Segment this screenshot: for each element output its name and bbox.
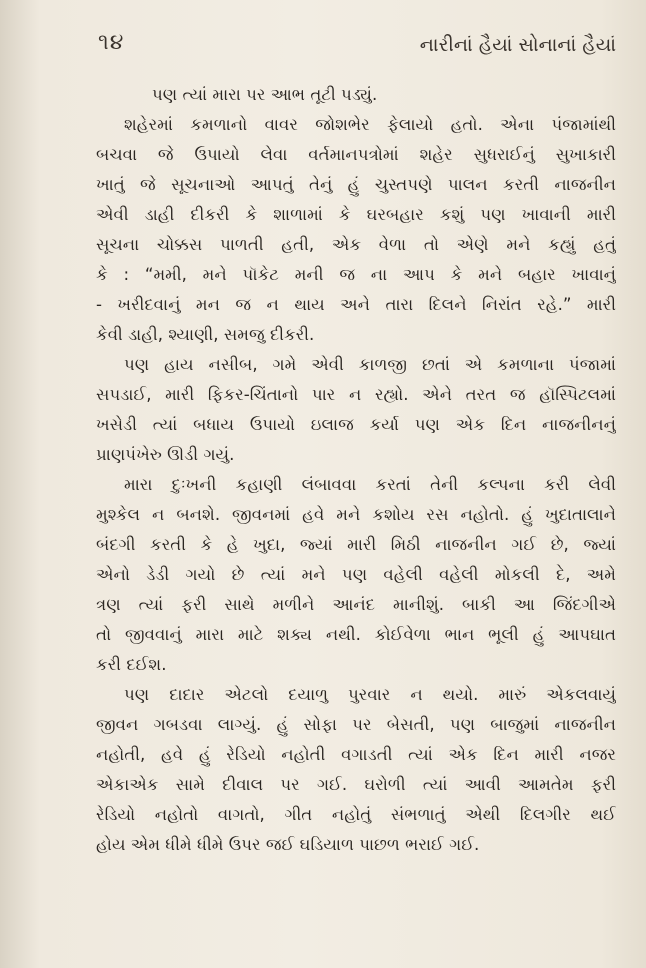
text-line: કે : “મમી, મને પૉકેટ મની જ ના આપ કે મને બહાર ખાવાનું (96, 265, 616, 284)
running-title: નારીનાં હૈયાં સોનાનાં હૈયાં (419, 34, 616, 56)
text-line: સપડાઈ, મારી ફિકર-ચિંતાનો પાર ન રહ્યો. એને તરત જ હૉસ્પિટલમાં (96, 385, 616, 404)
text-line: બંદગી કરતી કે હે ખુદા, જ્યાં મારી મિઠી નાજનીન ગઈ છે, જ્યાં (96, 535, 616, 554)
text-line: જીવન ગબડવા લાગ્યું. હું સોફા પર બેસતી, પણ બાજુમાં નાજનીન (96, 715, 616, 734)
text-line: સૂચના ચોક્કસ પાળતી હતી, એક વેળા તો એણે મને કહ્યું હતું (96, 235, 616, 254)
text-line: પણ દાદાર એટલો દયાળુ પુરવાર ન થયો. મારું એકલવાયું (124, 685, 616, 704)
text-line: પણ ત્યાં મારા પર આભ તૂટી પડ્યું. (152, 85, 378, 104)
text-line: મુશ્કેલ ન બનશે. જીવનમાં હવે મને કશોય રસ નહોતો. હું ખુદાતાલાને (96, 505, 616, 524)
text-line: એવી ડાહી દીકરી કે શાળામાં કે ઘરબહાર કશું પણ ખાવાની મારી (96, 205, 616, 224)
text-line: પ્રાણપંખેરુ ઊડી ગયું. (96, 445, 235, 464)
page-header (98, 30, 616, 62)
text-line: તો જીવવાનું મારા માટે શક્ય નથી. કોઈવેળા ભાન ભૂલી હું આપઘાત (96, 625, 616, 644)
text-line: બચવા જે ઉપાયો લેવા વર્તમાનપત્રોમાં શહેર સુધરાઈનું સુખાકારી (96, 145, 616, 164)
text-line: મારા દુઃખની કહાણી લંબાવવા કરતાં તેની કલ્પના કરી લેવી (124, 475, 616, 494)
text-line: ત્રણ ત્યાં ફરી સાથે મળીને આનંદ માનીશું. બાકી આ જિંદગીએ (96, 595, 616, 614)
text-line: એનો ડેડી ગયો છે ત્યાં મને પણ વહેલી વહેલી મોકલી દે, અમે (96, 565, 616, 584)
text-line: ખસેડી ત્યાં બધાય ઉપાયો ઇલાજ કર્યા પણ એક દિન નાજનીનનું (96, 415, 616, 434)
text-line: એકાએક સામે દીવાલ પર ગઈ. ઘરોળી ત્યાં આવી આમતેમ ફરી (96, 775, 616, 794)
body-text (96, 80, 616, 860)
page-number: ૧૪ (98, 30, 125, 55)
text-line: નહોતી, હવે હું રેડિયો નહોતી વગાડતી ત્યાં એક દિન મારી નજર (96, 745, 616, 764)
text-line: રેડિયો નહોતો વાગતો, ગીત નહોતું સંભળાતું એથી દિલગીર થઈ (96, 805, 616, 824)
text-line: - ખરીદવાનું મન જ ન થાય અને તારા દિલને નિરાંત રહે.” મારી (96, 295, 616, 314)
text-line: કેવી ડાહી, શ્યાણી, સમજુ દીકરી. (96, 325, 315, 344)
text-line: કરી દઈશ. (96, 655, 167, 674)
text-line: ખાતું જે સૂચનાઓ આપતું તેનું હું ચુસ્તપણે પાલન કરતી નાજનીન (96, 175, 616, 194)
text-line: શહેરમાં કમળાનો વાવર જોશભેર ફેલાયો હતો. એના પંજામાંથી (124, 115, 616, 134)
text-line: પણ હાય નસીબ, ગમે એવી કાળજી છતાં એ કમળાના પંજામાં (124, 355, 616, 374)
text-line: હોય એમ ધીમે ધીમે ઉપર જઈ ઘડિયાળ પાછળ ભરાઈ ગઈ. (96, 835, 480, 854)
